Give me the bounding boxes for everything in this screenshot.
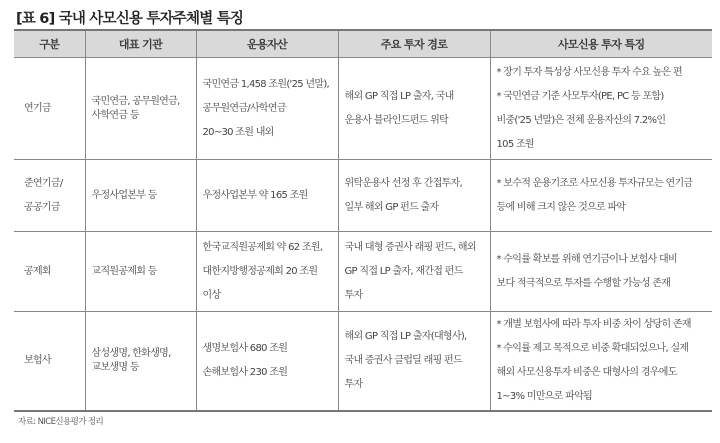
cell-institutions: 삼성생명, 한화생명, 교보생명 등 bbox=[85, 312, 196, 411]
header-features: 사모신용 투자 특징 bbox=[490, 30, 712, 58]
cell-aum: 우정사업본부 약 165 조원 bbox=[196, 160, 338, 232]
cell-route: 국내 대형 증권사 래핑 펀드, 해외 GP 직접 LP 출자, 재간접 펀드 투자 bbox=[338, 232, 490, 312]
cell-features: * 장기 투자 특성상 사모신용 투자 수요 높은 편 * 국민연금 기준 사모투자(PE, PC 등 포함) 비중('25 년말)은 전체 운용자산의 7.2%인 105 조원 bbox=[490, 58, 712, 160]
source-note: 자료: NICE신용평가 정리 bbox=[18, 417, 104, 427]
cell-route: 해외 GP 직접 LP 출자(대형사), 국내 증권사 클럽딜 래핑 펀드 투자 bbox=[338, 312, 490, 411]
table-row bbox=[14, 58, 712, 160]
cell-institutions: 국민연금, 공무원연금, 사학연금 등 bbox=[85, 58, 196, 160]
header-aum: 운용자산 bbox=[196, 30, 338, 58]
cell-institutions: 교직원공제회 등 bbox=[85, 232, 196, 312]
header-category: 구분 bbox=[14, 30, 85, 58]
cell-features: * 보수적 운용기조로 사모신용 투자규모는 연기금 등에 비해 크지 않은 것으로 파악 bbox=[490, 160, 712, 232]
header-institutions: 대표 기관 bbox=[85, 30, 196, 58]
table-row bbox=[14, 232, 712, 312]
cell-category: 보험사 bbox=[14, 312, 85, 411]
table-row bbox=[14, 160, 712, 232]
cell-route: 해외 GP 직접 LP 출자, 국내 운용사 블라인드펀드 위탁 bbox=[338, 58, 490, 160]
cell-aum: 한국교직원공제회 약 62 조원, 대한지방행정공제회 20 조원 이상 bbox=[196, 232, 338, 312]
table-row bbox=[14, 312, 712, 411]
header-route: 주요 투자 경로 bbox=[338, 30, 490, 58]
table-title: [표 6] 국내 사모신용 투자주체별 특징 bbox=[16, 11, 244, 27]
cell-aum: 국민연금 1,458 조원('25 년말), 공무원연금/사학연금 20~30 조원 내외 bbox=[196, 58, 338, 160]
investor-characteristics-table bbox=[14, 29, 712, 412]
cell-aum: 생명보험사 680 조원 손해보험사 230 조원 bbox=[196, 312, 338, 411]
cell-category: 공제회 bbox=[14, 232, 85, 312]
cell-route: 위탁운용사 선정 후 간접투자, 일부 해외 GP 펀드 출자 bbox=[338, 160, 490, 232]
cell-category: 준연기금/ 공공기금 bbox=[14, 160, 85, 232]
cell-features: * 개별 보험사에 따라 투자 비중 차이 상당히 존재 * 수익률 제고 목적으로 비중 확대되었으나, 실제 해외 사모신용투자 비중은 대형사의 경우에도 1~3% 미만으로 파악됨 bbox=[490, 312, 712, 411]
cell-features: * 수익률 확보를 위해 연기금이나 보험사 대비 보다 적극적으로 투자를 수행할 가능성 존재 bbox=[490, 232, 712, 312]
cell-category: 연기금 bbox=[14, 58, 85, 160]
table-header-row bbox=[14, 30, 712, 58]
cell-institutions: 우정사업본부 등 bbox=[85, 160, 196, 232]
